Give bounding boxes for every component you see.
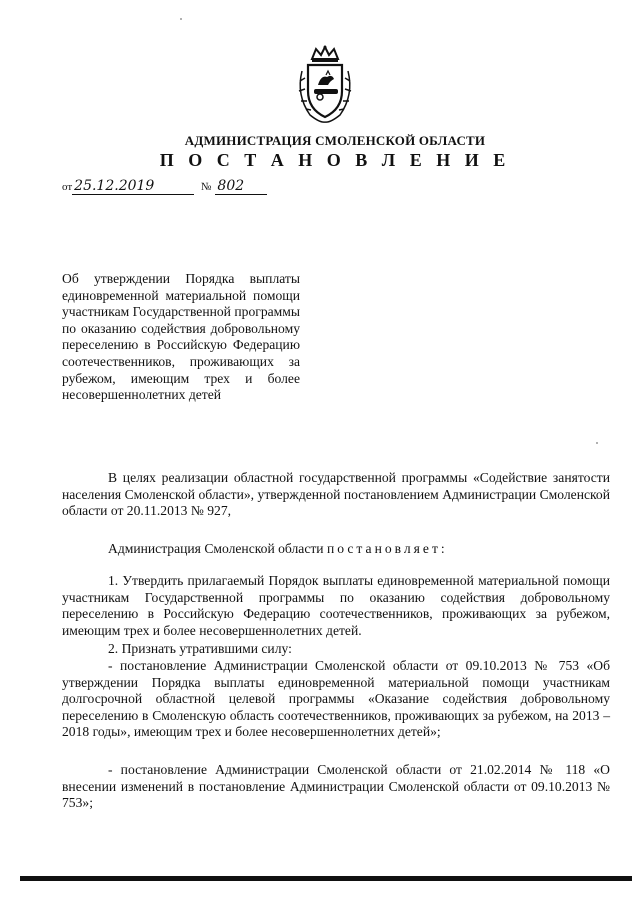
date-number-line — [62, 178, 267, 195]
resolves-lead: Администрация Смоленской области — [108, 541, 324, 556]
resolves-paragraph — [62, 541, 610, 558]
organization-title: АДМИНИСТРАЦИЯ СМОЛЕНСКОЙ ОБЛАСТИ — [184, 133, 486, 148]
document-type-title: П О С Т А Н О В Л Е Н И Е — [159, 150, 511, 170]
number-prefix: № — [200, 181, 212, 193]
item-2-paragraph: 2. Признать утратившими силу: — [108, 641, 292, 656]
document-date: 25.12.2019 — [72, 178, 194, 195]
date-prefix: от — [62, 181, 73, 193]
document-subject: Об утверждении Порядка выплаты единовременной материальной помощи участникам Государственной программы по оказанию содействия добровольному переселению в Российскую Федерацию соотечественников, проживающих за рубежом, имеющим трех и более несовершеннолетних детей — [62, 271, 300, 403]
preamble-paragraph: В целях реализации областной государственной программы «Содействие занятости населения Смоленской области», утвержденной постановлением Администрации Смоленской области от 20.11.2013 № 927, — [62, 470, 610, 519]
scan-speck — [180, 18, 182, 20]
item-2b-paragraph: - постановление Администрации Смоленской области от 21.02.2014 № 118 «О внесении изменений в постановление Администрации Смоленской области от 09.10.2013 № 753»; — [62, 762, 610, 811]
scan-speck — [596, 442, 598, 444]
item-1-paragraph: 1. Утвердить прилагаемый Порядок выплаты единовременной материальной помощи участникам Государственной программы по оказанию содействия добровольному переселению в Российскую Федерацию соотечественников, проживающих за рубежом, имеющим трех и более несовершеннолетних детей. — [62, 573, 610, 638]
coat-of-arms-icon — [290, 45, 360, 125]
scan-bottom-edge — [20, 876, 632, 881]
resolves-word: постановляет: — [326, 541, 448, 556]
item-2a-paragraph: - постановление Администрации Смоленской области от 09.10.2013 № 753 «Об утверждении Порядка выплаты единовременной материальной помощи участникам долгосрочной областной целевой программы «Оказание содействия добровольному переселению в Смоленскую область соотечественников, проживающих за рубежом, на 2013 – 2018 годы», имеющим трех и более несовершеннолетних детей»; — [62, 658, 610, 740]
document-number: 802 — [215, 178, 267, 195]
